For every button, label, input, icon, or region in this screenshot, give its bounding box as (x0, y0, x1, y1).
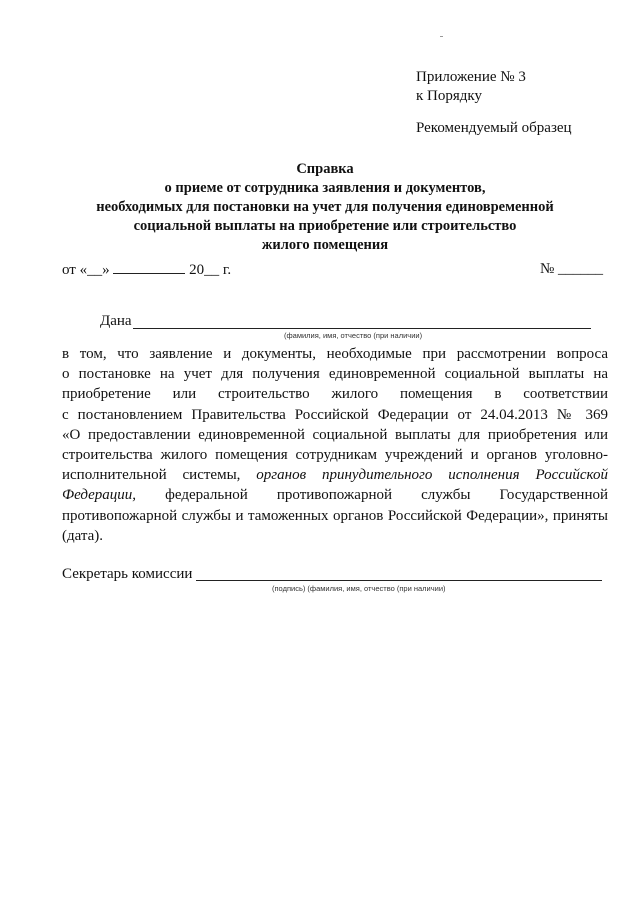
body-line-1: в том, что заявление и документы, необходимые при рассмотрении вопроса (62, 346, 608, 362)
document-title (60, 160, 590, 255)
date-month-blank (113, 261, 185, 274)
body-line-3: приобретение или строительство жилого помещения в соответствии (62, 386, 608, 403)
appendix-reference: к Порядку (416, 88, 482, 104)
body-line-5: «О предоставлении единовременной социальной выплаты для приобретения или (62, 426, 608, 443)
scan-speck (440, 36, 443, 37)
date-day: от «__» (62, 262, 110, 278)
title-line-3: необходимых для постановки на учет для получения единовременной (96, 199, 554, 215)
body-line-2: о постановке на учет для получения единовременной социальной выплаты на (62, 366, 608, 383)
secretary-signature-line (196, 580, 602, 581)
body-line-7-italic: органов принудительного исполнения Российской (256, 467, 608, 484)
body-line-8-italic: Федерации, (62, 487, 137, 504)
date-year: 20__ г. (189, 262, 232, 278)
certificate-body (62, 344, 608, 546)
title-line-4: социальной выплаты на приобретение или строительство (133, 218, 517, 234)
body-line-4: с постановлением Правительства Российской Федерации от 24.04.2013 № 369 (62, 406, 608, 423)
given-name-line (133, 328, 591, 329)
body-line-6: строительства жилого помещения сотрудникам учреждений и органов уголовно- (62, 447, 608, 464)
secretary-label: Секретарь комиссии (62, 566, 193, 582)
appendix-block (416, 68, 526, 106)
title-line-2: о приеме от сотрудника заявления и документов, (164, 180, 486, 196)
body-line-8-text: федеральной противопожарной службы Государственной (165, 487, 609, 504)
given-label: Дана (100, 313, 132, 329)
title-line-1: Справка (296, 161, 354, 177)
body-line-9: противопожарной службы и таможенных органов Российской Федерации», приняты (62, 507, 608, 524)
number-field: № ______ (540, 261, 604, 277)
secretary-caption: (подпись) (фамилия, имя, отчество (при наличии) (272, 584, 446, 593)
body-line-7-text: исполнительной системы, (62, 467, 241, 484)
body-line-10: (дата). (62, 527, 104, 544)
sample-label: Рекомендуемый образец (416, 120, 572, 136)
given-name-caption: (фамилия, имя, отчество (при наличии) (284, 331, 423, 340)
date-field (62, 261, 231, 279)
title-line-5: жилого помещения (261, 237, 389, 253)
body-line-8 (62, 485, 608, 505)
appendix-number: Приложение № 3 (416, 69, 526, 85)
body-line-7 (62, 465, 608, 485)
